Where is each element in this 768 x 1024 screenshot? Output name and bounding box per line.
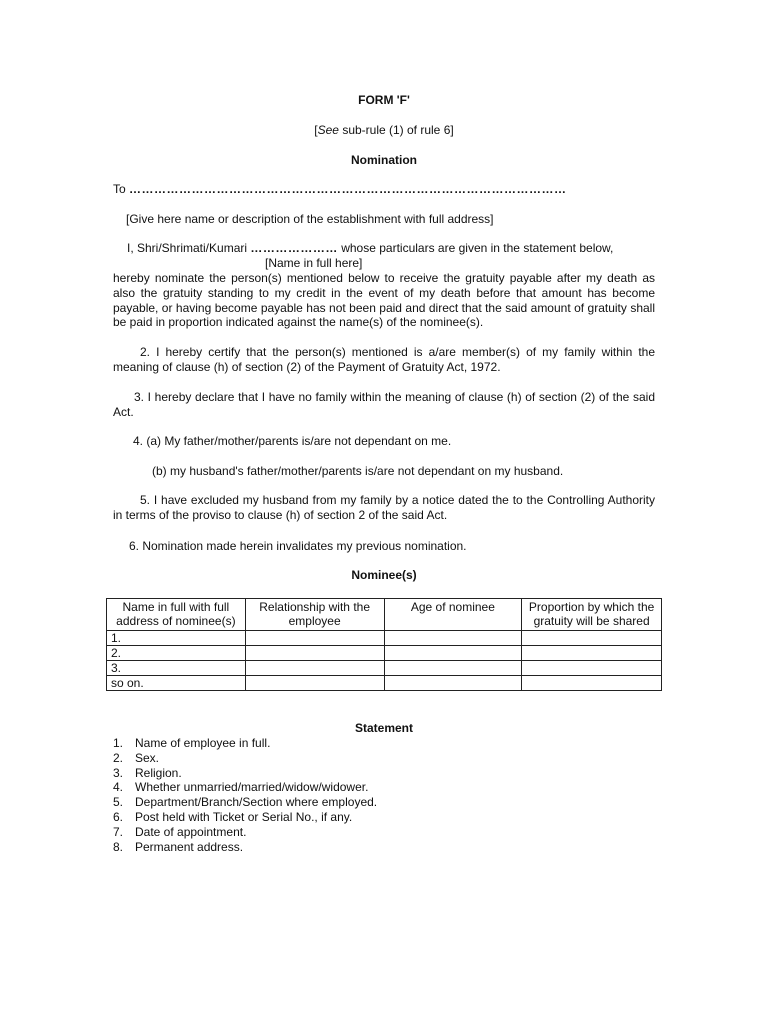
item-text: Permanent address.: [135, 839, 244, 854]
item-text: Date of appointment.: [135, 824, 247, 839]
list-item: [113, 780, 377, 795]
item-text: Post held with Ticket or Serial No., if any.: [135, 809, 353, 824]
cell-age: [384, 661, 522, 676]
item-number: 4.: [113, 780, 124, 795]
cell-relationship: [245, 661, 384, 676]
header-proportion: Proportion by which the gratuity will be shared: [522, 599, 662, 631]
item-number: 5.: [113, 795, 124, 810]
item-number: 3.: [113, 765, 124, 780]
item-number: 7.: [113, 824, 124, 839]
clause-4b: (b) my husband's father/mother/parents is/are not dependant on my husband.: [152, 464, 564, 478]
name-dots: …………………: [250, 241, 338, 255]
list-item: [113, 751, 377, 766]
declaration-body: hereby nominate the person(s) mentioned below to receive the gratuity payable after my death as also the gratuity standing to my credit in the event of my death before that amount has become payable, or having become payable has not been paid and direct that the said amount of gratuity shall be paid in proportion indicated against the name(s) of the nominee(s).: [113, 271, 655, 330]
row-number: 3.: [107, 661, 246, 676]
table-row: [107, 646, 662, 661]
item-text: Department/Branch/Section where employed.: [135, 795, 378, 810]
list-item: [113, 795, 377, 810]
clause-2: 2. I hereby certify that the person(s) mentioned is a/are member(s) of my family within the meaning of clause (h) of section (2) of the Payment of Gratuity Act, 1972.: [113, 345, 655, 374]
table-row: [107, 631, 662, 646]
header-name-address: Name in full with full address of nominee(s): [107, 599, 246, 631]
statement-list: [113, 736, 377, 854]
row-number: so on.: [107, 676, 246, 691]
clause-6: 6. Nomination made herein invalidates my previous nomination.: [129, 539, 467, 553]
cell-relationship: [245, 676, 384, 691]
name-hint: [Name in full here]: [265, 256, 363, 270]
item-text: Whether unmarried/married/widow/widower.: [135, 780, 369, 795]
nomination-heading: Nomination: [351, 153, 417, 167]
declaration-intro-rest: whose particulars are given in the statement below,: [341, 241, 614, 255]
cell-proportion: [522, 631, 662, 646]
item-number: 2.: [113, 750, 124, 765]
item-text: Religion.: [135, 765, 182, 780]
establishment-instruction: [Give here name or description of the establishment with full address]: [126, 212, 494, 226]
list-item: [113, 810, 377, 825]
cell-age: [384, 631, 522, 646]
cell-age: [384, 646, 522, 661]
clause-5: 5. I have excluded my husband from my family by a notice dated the to the Controlling Authority in terms of the proviso to clause (h) of section 2 of the said Act.: [113, 493, 655, 522]
nominees-table: [106, 598, 662, 691]
item-text: Name of employee in full.: [135, 736, 271, 750]
statement-heading: Statement: [354, 721, 413, 735]
form-title: FORM 'F': [358, 93, 410, 107]
to-label: To: [113, 182, 126, 196]
item-number: 6.: [113, 809, 124, 824]
list-item: [113, 766, 377, 781]
header-relationship: Relationship with the employee: [245, 599, 384, 631]
cell-proportion: [522, 646, 662, 661]
nominees-header-row: [107, 599, 662, 631]
sub-rule-reference: [113, 123, 655, 138]
clause-3: 3. I hereby declare that I have no family within the meaning of clause (h) of section (2) of the said Act.: [113, 390, 655, 419]
item-number: 8.: [113, 839, 124, 854]
declaration-intro: [127, 241, 655, 256]
to-dots: ……………………………………………………………………………………………: [129, 182, 567, 196]
list-item: [113, 825, 377, 840]
cell-proportion: [522, 661, 662, 676]
table-row: [107, 676, 662, 691]
cell-age: [384, 676, 522, 691]
list-item: [113, 736, 377, 751]
header-age: Age of nominee: [384, 599, 522, 631]
item-text: Sex.: [135, 750, 160, 765]
sub-rule-prefix: [: [314, 123, 318, 137]
cell-proportion: [522, 676, 662, 691]
clause-4a: 4. (a) My father/mother/parents is/are not dependant on me.: [133, 434, 452, 448]
item-number: 1.: [113, 736, 124, 750]
nominees-heading: Nominee(s): [351, 568, 417, 582]
to-line: [113, 182, 567, 197]
cell-relationship: [245, 631, 384, 646]
sub-rule-rest: sub-rule (1) of rule 6]: [338, 123, 454, 137]
row-number: 1.: [107, 631, 246, 646]
cell-relationship: [245, 646, 384, 661]
table-row: [107, 661, 662, 676]
sub-rule-see: See: [317, 123, 339, 137]
list-item: [113, 840, 377, 855]
row-number: 2.: [107, 646, 246, 661]
declaration-intro-text: I, Shri/Shrimati/Kumari: [127, 241, 248, 255]
